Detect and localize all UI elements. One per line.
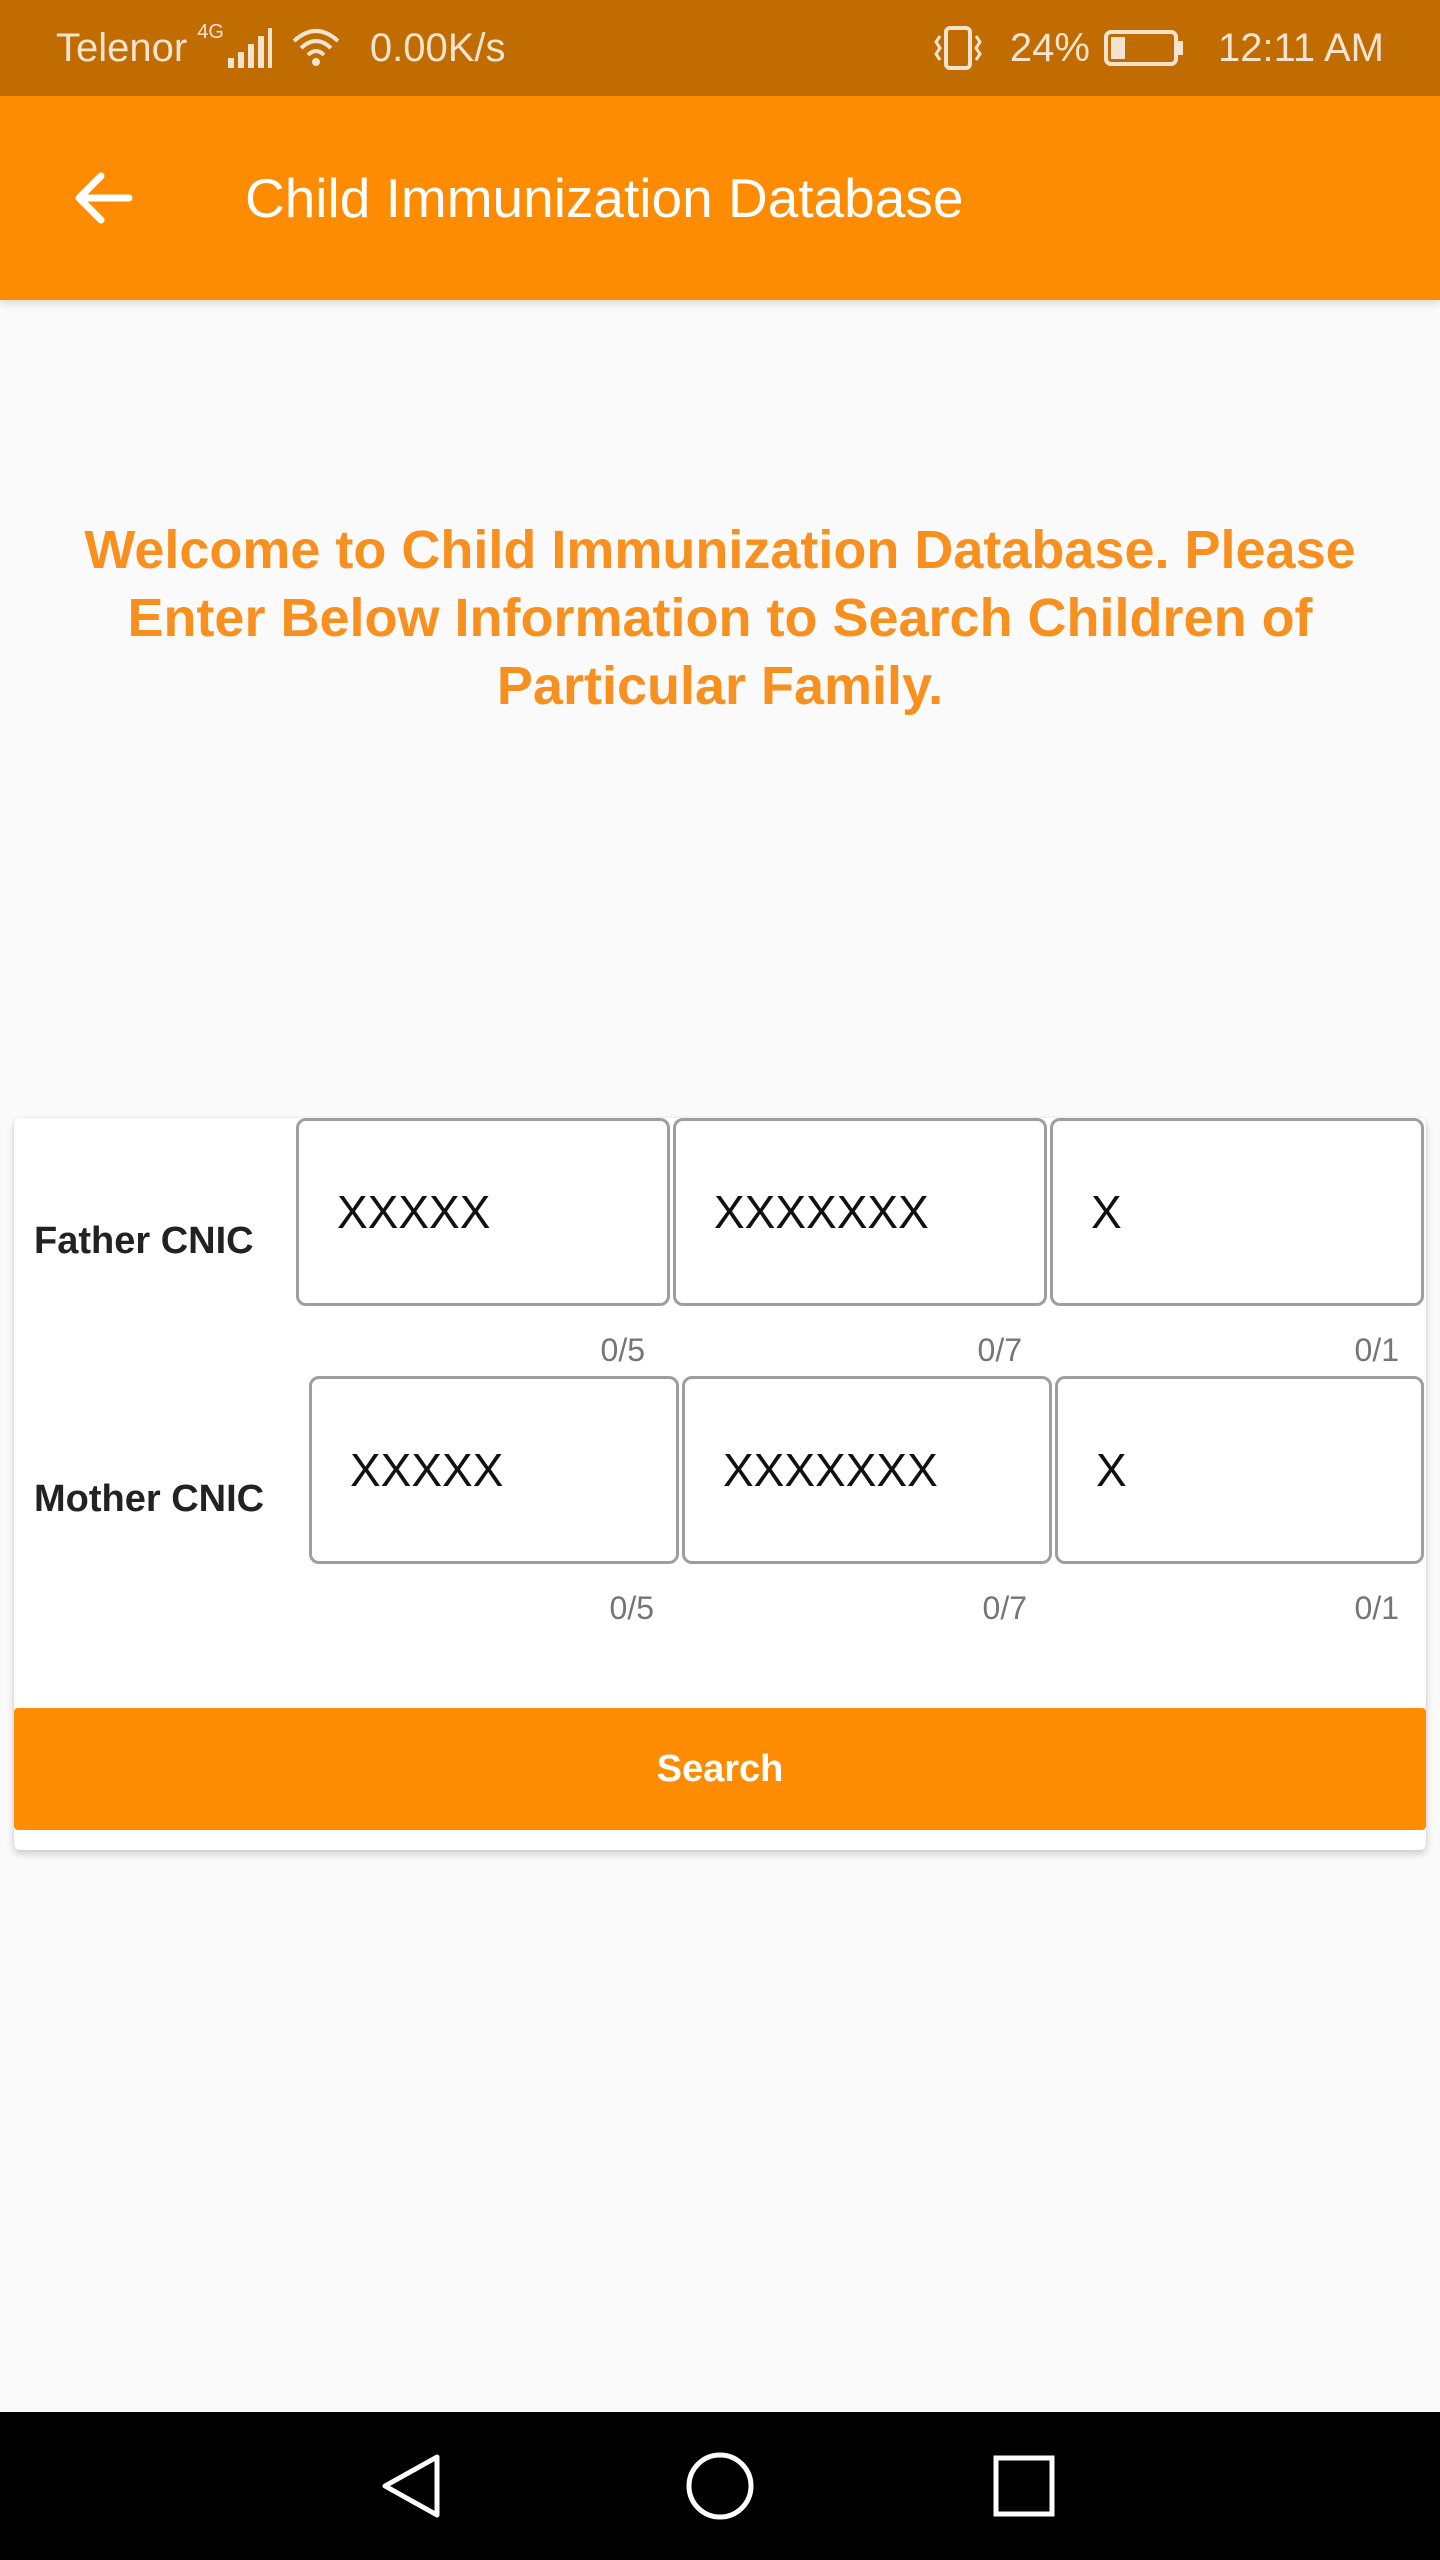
carrier-name: Telenor [56,25,188,70]
battery-icon [1104,28,1184,68]
app-bar [0,96,1440,300]
father-cnic-part1-box [296,1118,670,1306]
mother-cnic-part1-counter: 0/5 [609,1590,654,1626]
recents-square-icon [992,2454,1056,2518]
mother-cnic-part3-counter: 0/1 [1354,1590,1399,1626]
mother-cnic-part2-input[interactable] [685,1379,1049,1561]
nav-recents-button[interactable] [964,2412,1084,2560]
cnic-form-card [14,1118,1426,1850]
arrow-left-icon [71,170,133,226]
father-cnic-part2-input[interactable] [676,1121,1044,1303]
mother-cnic-part1-box [309,1376,679,1564]
mother-cnic-part3-box [1055,1376,1424,1564]
nav-home-button[interactable] [660,2412,780,2560]
wifi-icon [290,27,342,69]
status-bar [0,0,1440,96]
mother-cnic-part2-box [682,1376,1052,1564]
nav-back-button[interactable] [352,2412,472,2560]
mother-cnic-part2-counter: 0/7 [982,1590,1027,1626]
father-cnic-part3-input[interactable] [1053,1121,1421,1303]
father-cnic-part3-box [1050,1118,1424,1306]
vibrate-icon [930,26,986,70]
network-type: 4G [197,20,224,43]
father-cnic-part1-counter: 0/5 [600,1332,645,1368]
welcome-message: Welcome to Child Immunization Database. Please Enter Below Information to Search Children of Particular Family. [84,520,1356,716]
mother-cnic-label: Mother CNIC [34,1478,265,1520]
father-cnic-part3-counter: 0/1 [1354,1332,1399,1368]
status-right [930,0,1384,96]
net-speed: 0.00K/s [369,25,506,70]
mother-cnic-part3-input[interactable] [1058,1379,1421,1561]
navigation-bar [0,2412,1440,2560]
signal-icon [226,28,272,68]
father-cnic-part2-counter: 0/7 [977,1332,1022,1368]
home-circle-icon [684,2450,756,2522]
father-cnic-label: Father CNIC [34,1220,254,1262]
clock: 12:11 AM [1217,25,1384,70]
father-cnic-part2-box [673,1118,1047,1306]
status-left [56,0,506,96]
mother-cnic-part1-input[interactable] [312,1379,676,1561]
father-cnic-part1-input[interactable] [299,1121,667,1303]
app-title: Child Immunization Database [245,167,964,229]
back-button[interactable] [56,152,148,244]
battery-percent: 24% [1009,25,1090,70]
search-button[interactable]: Search [14,1708,1426,1830]
back-triangle-icon [377,2451,447,2521]
